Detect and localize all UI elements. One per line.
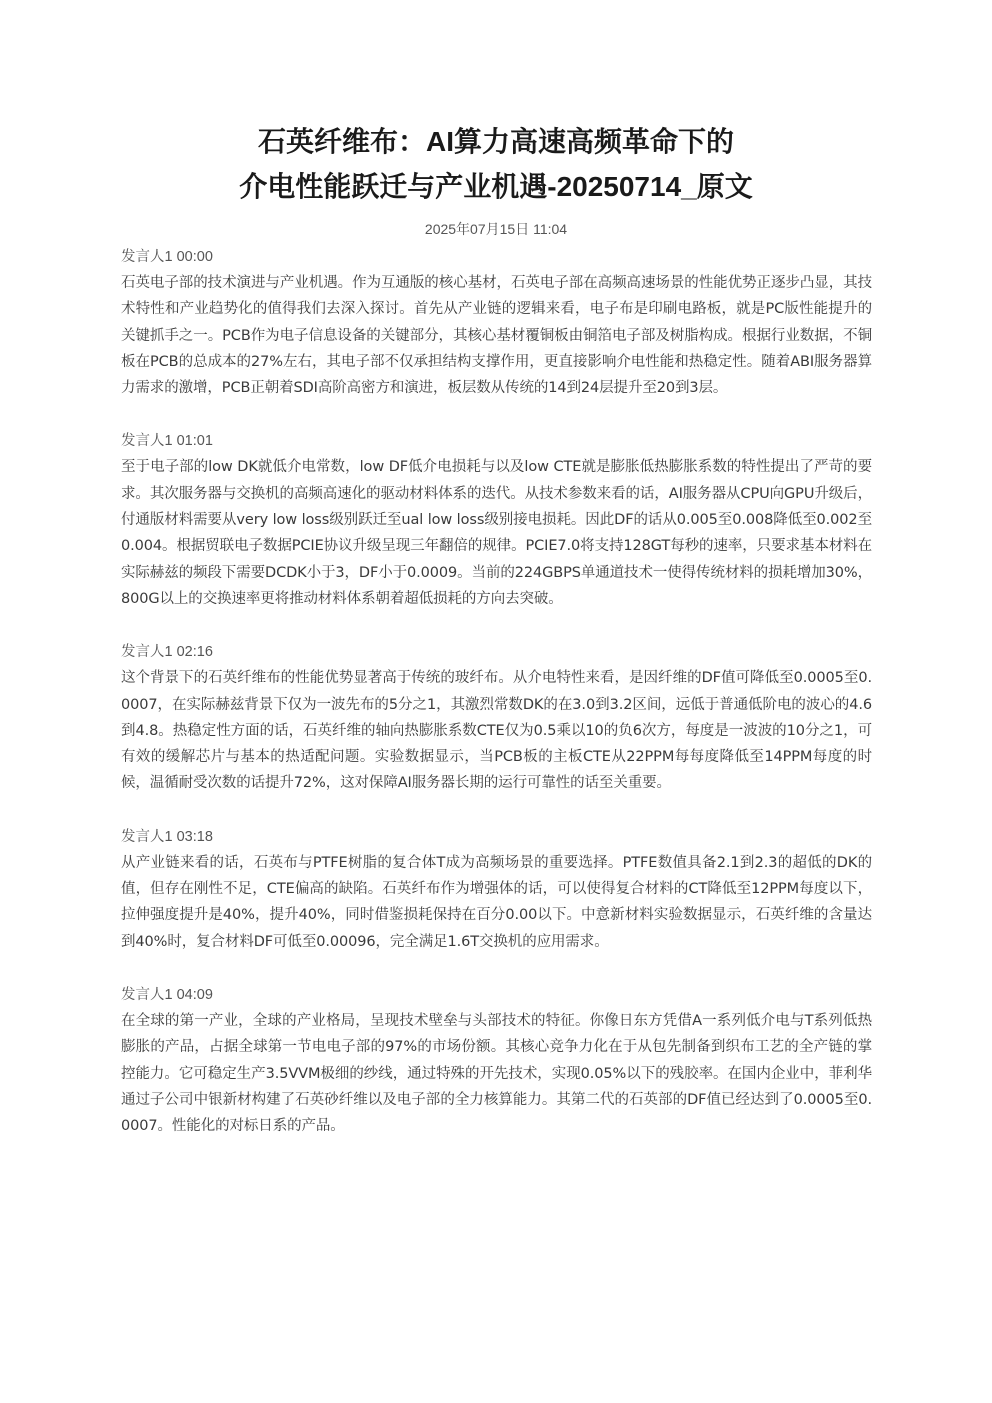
document-title-line-1: 石英纤维布：AI算力高速高频革命下的 bbox=[257, 126, 734, 157]
transcript-paragraph: 在全球的第一产业，全球的产业格局，呈现技术壁垒与头部技术的特征。你像日东方凭借A一系列低介电与T系列低热膨胀的产品，占据全球第一节电电子部的97%的市场份额。其核心竞争力化在于从包先制备到织布工艺的全产链的掌控能力。它可稳定生产3.5VVM极细的纱线，通过特殊的开先技术，实现0.05%以下的残胶率。在国内企业中，菲利华通过子公司中银新材构建了石英砂纤维以及电子部的全力核算能力。其第二代的石英部的DF值已经达到了0.0005至0.0007。性能化的对标日系的产品。 bbox=[121, 1012, 872, 1135]
transcript-paragraph: 至于电子部的low DK就低介电常数，low DF低介电损耗与以及low CTE就是膨胀低热膨胀系数的特性提出了严苛的要求。其次服务器与交换机的高频高速化的驱动材料体系的迭代。从技术参数来看的话，AI服务器从CPU向GPU升级后，付通版材料需要从very low loss级别跃迁至ual low loss级别接电损耗。因此DF的话从0.005至0.008降低至0.002至0.004。根据贸联电子数据PCIE协议升级呈现三年翻倍的规律。PCIE7.0将支持128GT每秒的速率，只要求基本材料在实际赫兹的频段下需要DCDK小于3，DF小于0.0009。当前的224GBPS单通道技术一使得传统材料的损耗增加30%，800G以上的交换速率更将推动材料体系朝着超低损耗的方向去突破。 bbox=[121, 459, 872, 607]
transcript-paragraph: 从产业链来看的话，石英布与PTFE树脂的复合体T成为高频场景的重要选择。PTFE数值具备2.1到2.3的超低的DK的值，但存在刚性不足，CTE偏高的缺陷。石英纤布作为增强体的话，可以使得复合材料的CT降低至12PPM每度以下，拉伸强度提升是40%，提升40%，同时借鉴损耗保持在百分0.00以下。中意新材料实验数据显示，石英纤维的含量达到40%时，复合材料DF可低至0.00096，完全满足1.6T交换机的应用需求。 bbox=[121, 854, 872, 950]
speaker-timestamp: 发言人1 01:01 bbox=[121, 433, 213, 450]
transcript-section bbox=[121, 244, 872, 401]
transcript-paragraph: 这个背景下的石英纤维布的性能优势显著高于传统的玻纤布。从介电特性来看，是因纤维的DF值可降低至0.0005至0.0007，在实际赫兹背景下仅为一波先布的5分之1，其激烈常数DK的在3.0到3.2区间，远低于普通低阶电的波心的4.6到4.8。热稳定性方面的话，石英纤维的轴向热膨胀系数CTE仅为0.5乘以10的负6次方，每度是一波波的10分之1，可有效的缓解芯片与基本的热适配问题。实验数据显示，当PCB板的主板CTE从22PPM每每度降低至14PPM每度的时候，温循耐受次数的话提升72%，这对保障AI服务器长期的运行可靠性的话至关重要。 bbox=[121, 670, 872, 792]
transcript-section bbox=[121, 639, 872, 796]
speaker-timestamp: 发言人1 02:16 bbox=[121, 644, 213, 661]
transcript-section bbox=[121, 982, 872, 1139]
transcript bbox=[121, 244, 872, 1166]
document-title-line-2: 介电性能跃迁与产业机遇-20250714_原文 bbox=[239, 171, 753, 202]
speaker-timestamp: 发言人1 04:09 bbox=[121, 986, 213, 1003]
transcript-paragraph: 石英电子部的技术演进与产业机遇。作为互通版的核心基材，石英电子部在高频高速场景的性能优势正逐步凸显，其技术特性和产业趋势化的值得我们去深入探讨。首先从产业链的逻辑来看，电子布是印刷电路板，就是PC版性能提升的关键抓手之一。PCB作为电子信息设备的关键部分，其核心基材覆铜板由铜箔电子部及树脂构成。根据行业数据，不铜板在PCB的总成本的27%左右，其电子部不仅承担结构支撑作用，更直接影响介电性能和热稳定性。随着ABI服务器算力需求的激增，PCB正朝着SDI高阶高密方和演进，板层数从传统的14到24层提升至20到3层。 bbox=[121, 275, 872, 397]
transcript-section bbox=[121, 824, 872, 955]
speaker-timestamp: 发言人1 00:00 bbox=[121, 249, 213, 265]
document-date: 2025年07月15日 11:04 bbox=[424, 221, 568, 237]
speaker-timestamp: 发言人1 03:18 bbox=[121, 828, 213, 845]
transcript-section bbox=[121, 428, 872, 612]
